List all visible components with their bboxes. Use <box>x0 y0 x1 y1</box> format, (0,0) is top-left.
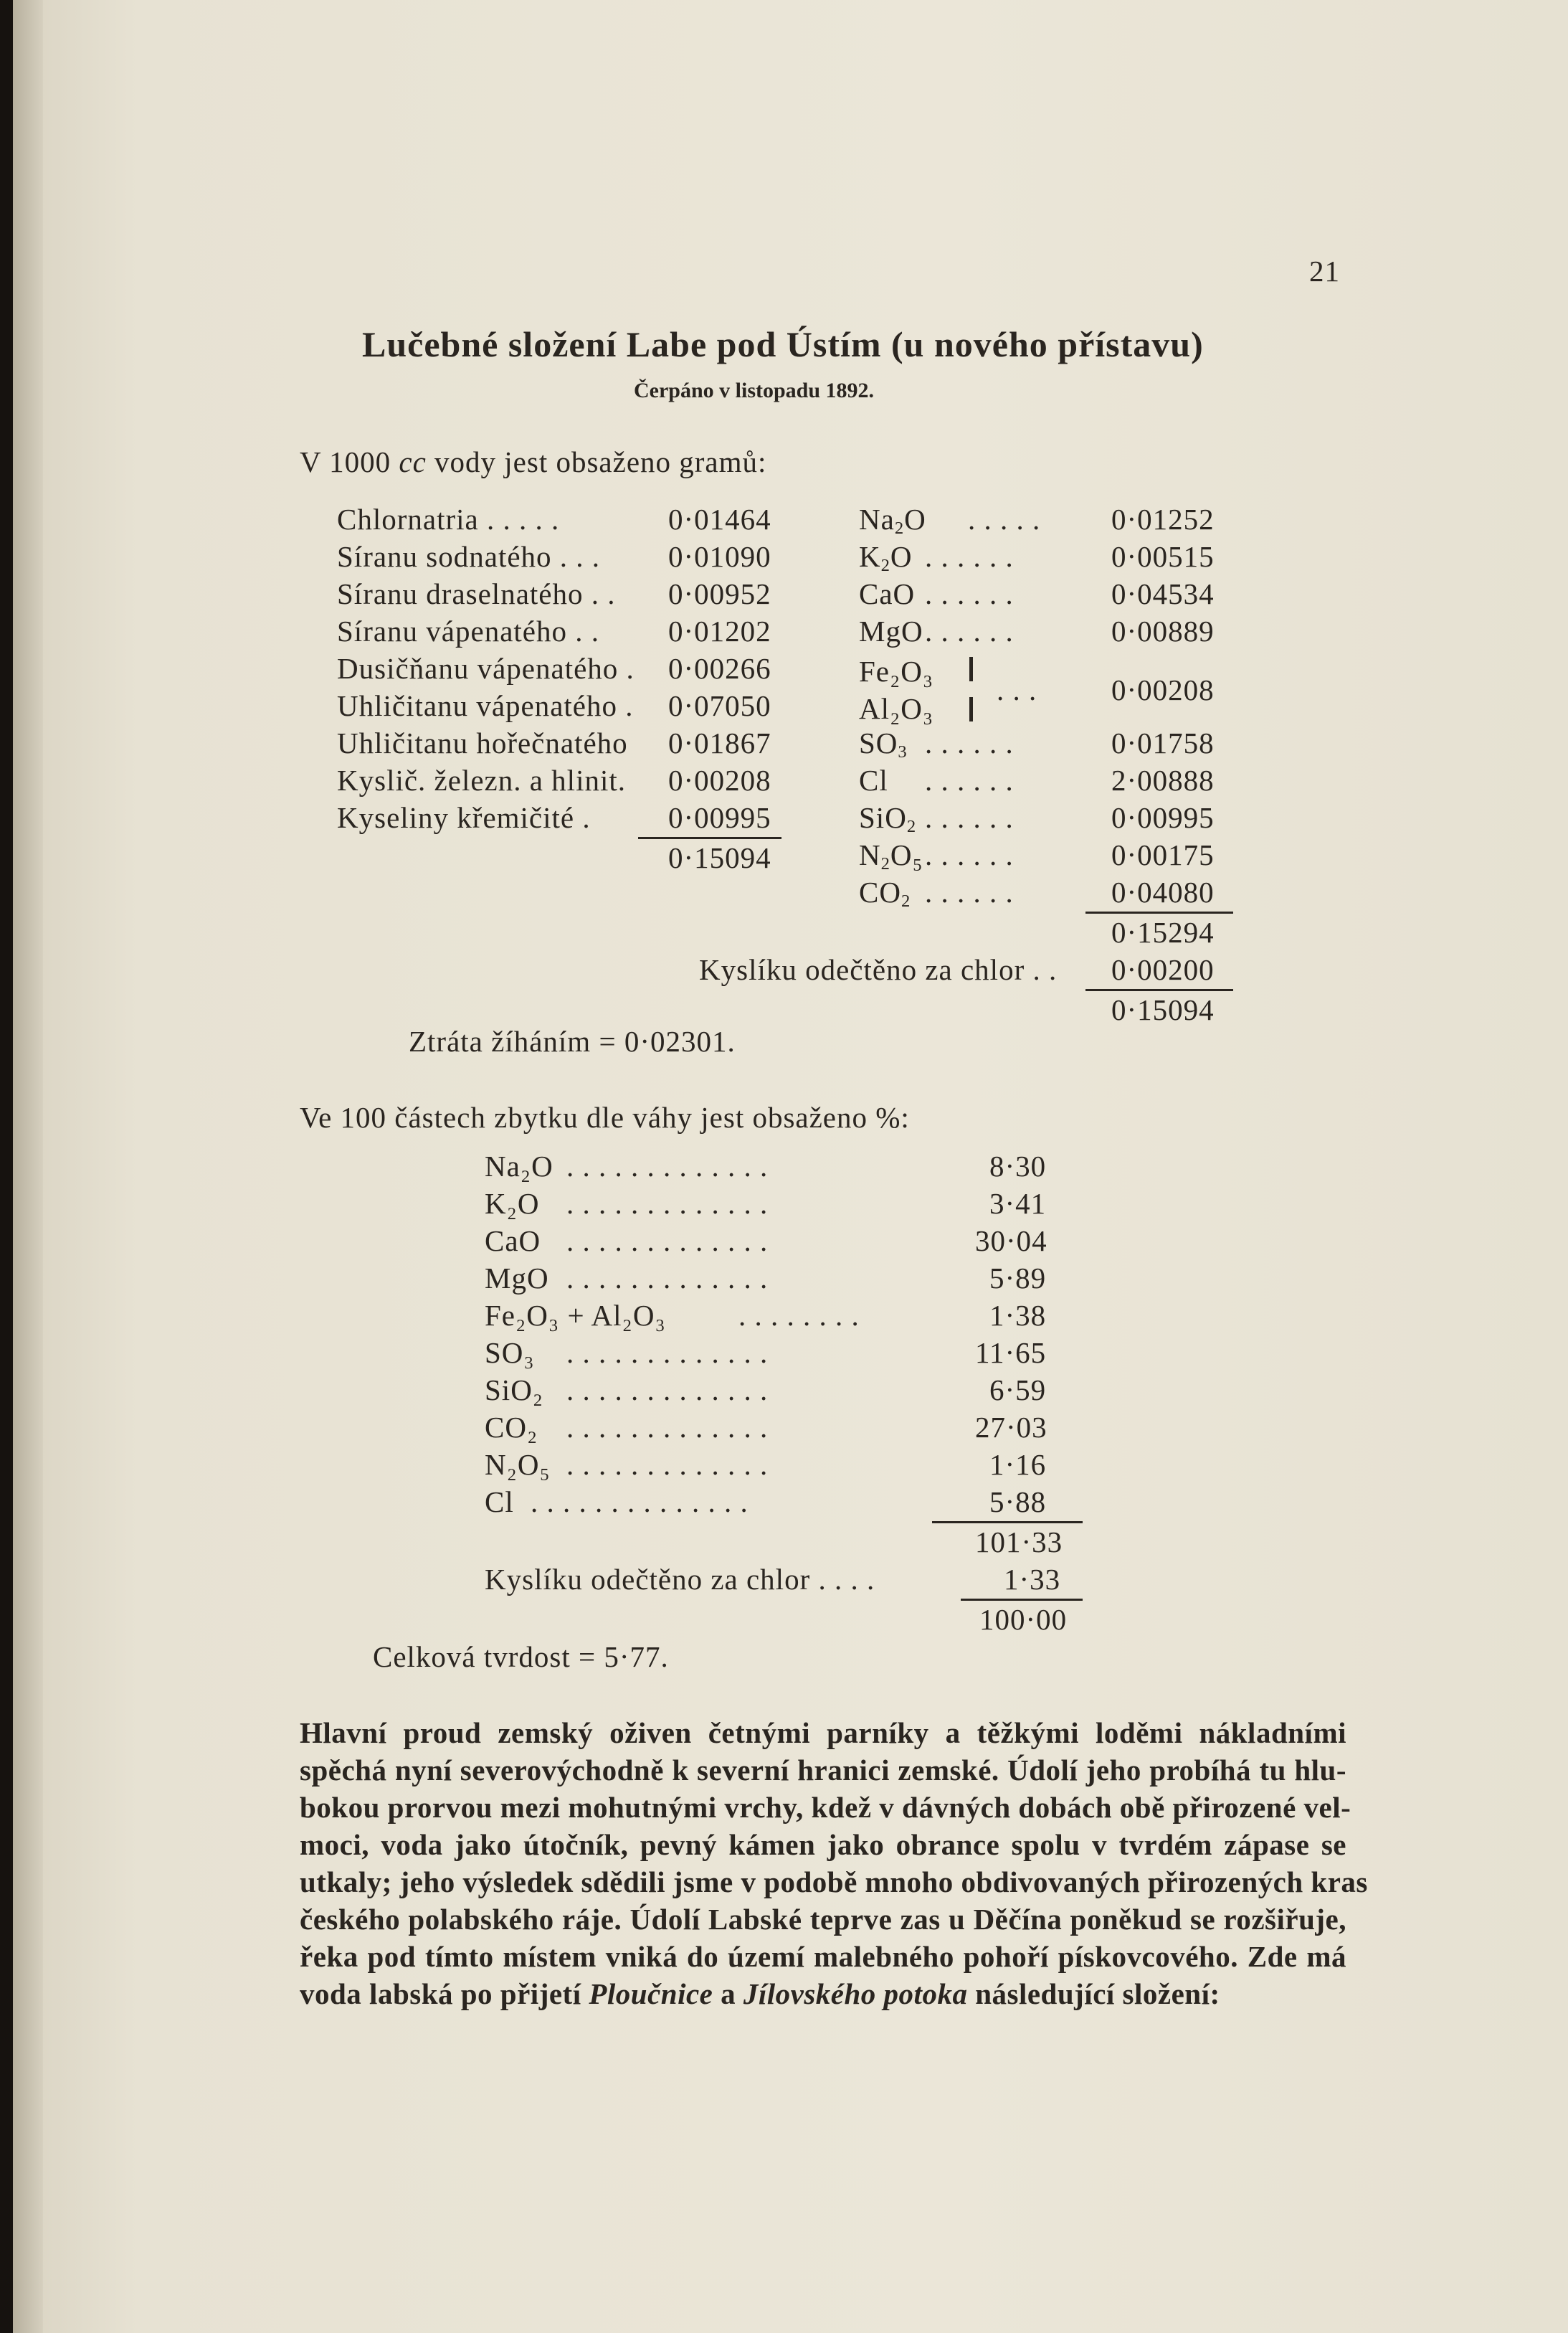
oxide-dots: . . . . . . <box>925 615 1014 648</box>
percent-value: 5·89 <box>989 1262 1047 1295</box>
oxide-value: 0·00995 <box>1111 801 1215 834</box>
oxide-formula: $Na_2O$ <box>859 503 926 539</box>
oxide-dots: . . . . . . <box>925 727 1014 759</box>
salt-name: Síranu sodnatého . . . <box>337 540 601 573</box>
percent-formula: SiO₂ <box>485 1373 544 1406</box>
binding-gutter <box>13 0 43 2333</box>
percent-value: 8·30 <box>989 1150 1047 1183</box>
salt-value: 0·01202 <box>668 615 771 648</box>
oxide-dots: . . . . . . <box>925 801 1014 834</box>
oxide-dots: . . . . . . <box>925 838 1014 871</box>
paragraph-line: spěchá nyní severovýchodně k severní hranici zemské. Údolí jeho probíhá tu hlu- <box>300 1754 1346 1787</box>
oxide-value: 0·04080 <box>1111 876 1215 909</box>
oxide-formula-al: Al₂O₃ <box>859 692 934 725</box>
salt-name: Uhličitanu hořečnatého <box>337 727 628 759</box>
paragraph-line: českého polabského ráje. Údolí Labské teprve zas u Děčína poněkud se rozšiřuje, <box>300 1903 1346 1936</box>
oxide-dots: . . . <box>997 673 1037 706</box>
paragraph-line: řeka pod tímto místem vniká do území malebného pohoří pískovcového. Zde má <box>300 1940 1346 1973</box>
percent-dots: . . . . . . . . <box>738 1299 860 1332</box>
section-title: Lučebné složení Labe pod Ústím (u nového přístavu) <box>362 324 1204 364</box>
percent-dots: . . . . . . . . . . . . . <box>566 1411 769 1444</box>
oxide-value: 2·00888 <box>1111 764 1215 797</box>
oxide-value: 0·00208 <box>1111 673 1215 706</box>
sum-rule <box>961 1599 1083 1601</box>
oxide-value: 0·00889 <box>1111 615 1215 648</box>
percent-formula: CaO <box>485 1224 541 1257</box>
percent-formula: SO₃ <box>485 1336 535 1369</box>
oxide-formula: MgO <box>859 615 923 648</box>
salt-value: 0·00995 <box>668 801 771 834</box>
percent-formula: Fe₂O₃ + Al₂O₃ <box>485 1299 666 1332</box>
oxide-formula: $K_2O$ <box>859 540 913 576</box>
oxide-formula: $N_2O_5$ <box>859 838 923 874</box>
paragraph-line: bokou prorvou mezi mohutnými vrchy, kdež v dávných dobách obě přirozené vel- <box>300 1791 1351 1824</box>
percent-formula: MgO <box>485 1262 549 1295</box>
percent-total: 100·00 <box>979 1603 1068 1636</box>
intro-suffix: vody jest obsaženo gramů: <box>426 445 767 478</box>
total-hardness: Celková tvrdost = 5·77. <box>373 1640 669 1673</box>
salt-value: 0·01867 <box>668 727 771 759</box>
percent-dots: . . . . . . . . . . . . . <box>566 1150 769 1183</box>
salt-value: 0·00208 <box>668 764 771 797</box>
salt-name: Síranu vápenatého . . <box>337 615 599 648</box>
oxide-formula: SiO$_2$ <box>859 801 917 837</box>
oxygen-deduct-label: Kyslíku odečtěno za chlor . . <box>699 953 1058 986</box>
oxide-value: 0·00175 <box>1111 838 1215 871</box>
oxide-value: 0·00515 <box>1111 540 1215 573</box>
oxide-dots: . . . . . . <box>925 876 1014 909</box>
oxide-dots: . . . . . . <box>925 764 1014 797</box>
salt-value: 0·07050 <box>668 689 771 722</box>
oxide-formula: $SO_3$ <box>859 727 908 762</box>
paragraph-line: moci, voda jako útočník, pevný kámen jako obrance spolu v tvrdém zápase se <box>300 1828 1346 1861</box>
percent-oxygen-label: Kyslíku odečtěno za chlor . . . . <box>485 1563 875 1596</box>
percent-formula: Na₂O <box>485 1150 553 1183</box>
percent-formula: N₂O₅ <box>485 1448 551 1481</box>
sum-rule <box>932 1521 1083 1523</box>
percent-value: 6·59 <box>989 1373 1047 1406</box>
intro-line <box>300 445 767 478</box>
oxide-formula: Cl <box>859 764 888 797</box>
salt-name: Síranu draselnatého . . <box>337 577 616 610</box>
percent-dots: . . . . . . . . . . . . . <box>566 1187 769 1220</box>
paragraph-line: utkaly; jeho výsledek sdědili jsme v podobě mnoho obdivovaných přirozených kras <box>300 1865 1368 1898</box>
river-name: Ploučnice <box>589 1977 713 2010</box>
salt-name: Uhličitanu vápenatého . <box>337 689 634 722</box>
percent-intro: Ve 100 částech zbytku dle váhy jest obsaženo %: <box>300 1101 910 1134</box>
percent-dots: . . . . . . . . . . . . . . <box>531 1485 749 1518</box>
bracket-bottom <box>969 697 973 721</box>
oxide-formula-fe: Fe₂O₃ <box>859 655 934 688</box>
percent-value: 3·41 <box>989 1187 1047 1220</box>
percent-subtotal: 101·33 <box>975 1525 1063 1558</box>
oxide-dots: . . . . . <box>968 503 1041 536</box>
percent-formula: Cl <box>485 1485 514 1518</box>
oxide-dots: . . . . . . <box>925 540 1014 573</box>
page-number: 21 <box>1309 255 1340 288</box>
percent-dots: . . . . . . . . . . . . . <box>566 1336 769 1369</box>
salt-value: 0·00952 <box>668 577 771 610</box>
oxide-formula: CaO <box>859 577 916 610</box>
percent-value: 27·03 <box>975 1411 1047 1444</box>
intro-prefix: V 1000 <box>300 445 399 478</box>
percent-value: 11·65 <box>975 1336 1047 1369</box>
salt-name: Dusičňanu vápenatého . <box>337 652 635 685</box>
percent-dots: . . . . . . . . . . . . . <box>566 1224 769 1257</box>
percent-oxygen-value: 1·33 <box>1004 1563 1061 1596</box>
oxide-value: 0·04534 <box>1111 577 1215 610</box>
salt-name: Kyslič. železn. a hlinit. <box>337 764 626 797</box>
percent-value: 1·38 <box>989 1299 1047 1332</box>
body-paragraph <box>300 1714 1368 2012</box>
oxides-total: 0·15294 <box>1111 916 1215 949</box>
percent-dots: . . . . . . . . . . . . . <box>566 1373 769 1406</box>
oxide-formula: $CO_2$ <box>859 876 911 912</box>
salt-value: 0·01464 <box>668 503 771 536</box>
salt-value: 0·01090 <box>668 540 771 573</box>
paragraph-line-last: voda labská po přijetí Ploučnice a Jílovského potoka následující složení: <box>300 1977 1220 2010</box>
sum-rule <box>638 837 781 839</box>
oxygen-deduct-value: 0·00200 <box>1111 953 1215 986</box>
paragraph-line: Hlavní proud zemský oživen četnými parníky a těžkými loděmi nákladními <box>300 1716 1346 1749</box>
salt-name: Chlornatria . . . . . <box>337 503 560 536</box>
salt-name: Kyseliny křemičité . <box>337 801 591 834</box>
stream-name: Jílovského potoka <box>743 1977 968 2010</box>
percent-formula: CO₂ <box>485 1411 538 1444</box>
percent-value: 30·04 <box>975 1224 1047 1257</box>
oxide-dots: . . . . . . <box>925 577 1014 610</box>
percent-dots: . . . . . . . . . . . . . <box>566 1448 769 1481</box>
intro-unit: cc <box>399 445 427 478</box>
percent-formula: K₂O <box>485 1187 540 1220</box>
bracket-top <box>969 657 973 681</box>
ignition-loss: Ztráta žíháním = 0·02301. <box>409 1025 736 1058</box>
percent-value: 1·16 <box>989 1448 1047 1481</box>
salt-value: 0·00266 <box>668 652 771 685</box>
salts-total: 0·15094 <box>668 841 771 874</box>
oxide-value: 0·01252 <box>1111 503 1215 536</box>
sampling-note: Čerpáno v listopadu 1892. <box>634 379 875 402</box>
percent-value: 5·88 <box>989 1485 1047 1518</box>
oxide-value: 0·01758 <box>1111 727 1215 759</box>
oxides-final: 0·15094 <box>1111 993 1215 1026</box>
sum-rule <box>1085 912 1233 914</box>
percent-dots: . . . . . . . . . . . . . <box>566 1262 769 1295</box>
sum-rule <box>1085 989 1233 991</box>
